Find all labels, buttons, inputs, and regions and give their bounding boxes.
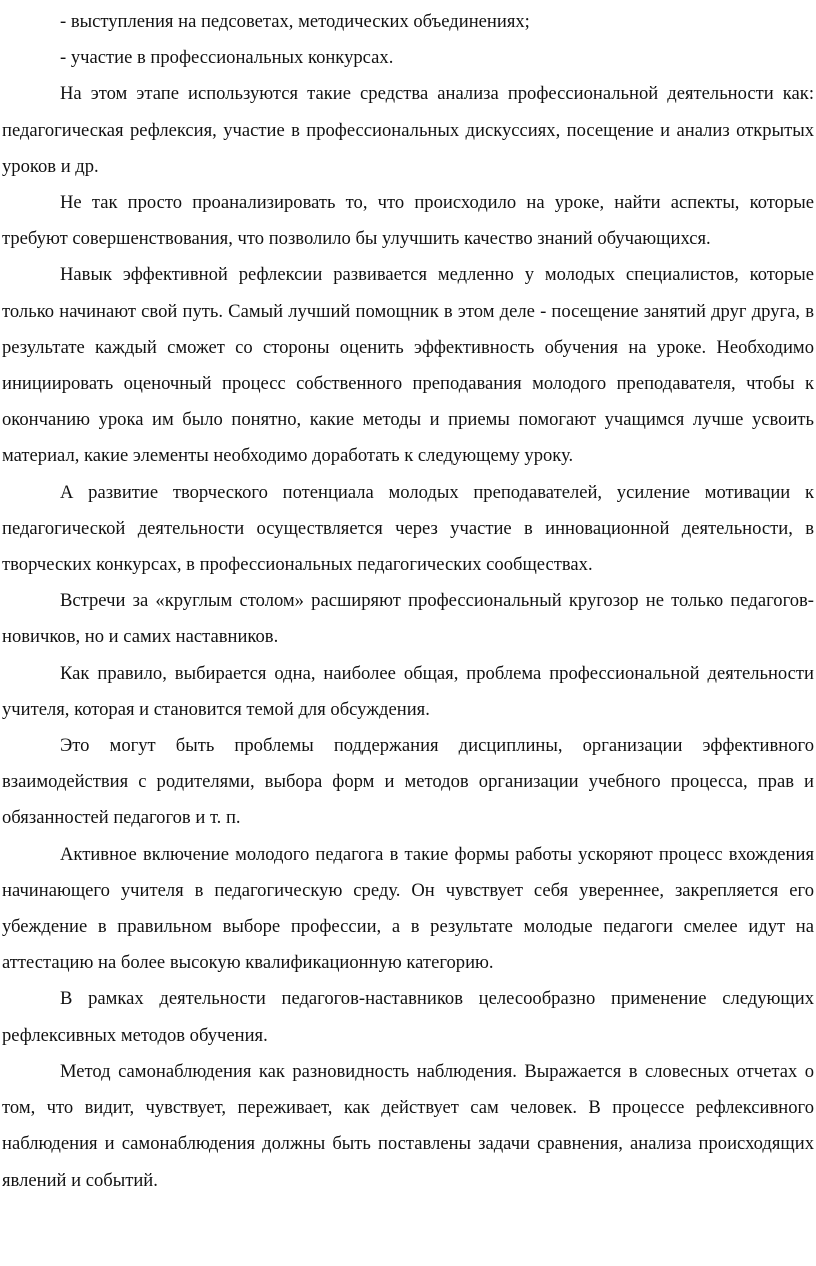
paragraph-round-table: Встречи за «круглым столом» расширяют профессиональный кругозор не только педагогов-новичков, но и самих наставников. — [2, 590, 814, 648]
paragraph-list-item-contests: - участие в профессиональных конкурсах. — [60, 47, 394, 69]
paragraph-list-item-speeches: - выступления на педсоветах, методических объединениях; — [60, 11, 530, 32]
paragraph-creative-potential: А развитие творческого потенциала молодых преподавателей, усиление мотивации к педагогической деятельности осуществляется через участие в инновационной деятельности, в творческих конкурсах, в профессиональных педагогических сообществах. — [2, 481, 814, 576]
paragraph-reflexive-methods-intro: В рамках деятельности педагогов-наставников целесообразно применение следующих рефлексивных методов обучения. — [2, 988, 814, 1046]
paragraph-analysis-tools: На этом этапе используются такие средства анализа профессиональной деятельности как: педагогическая рефлексия, участие в профессиональных дискуссиях, посещение и анализ открытых уроков и др. — [2, 83, 814, 177]
paragraph-active-inclusion: Активное включение молодого педагога в такие формы работы ускоряют процесс вхождения начинающего учителя в педагогическую среду. Он чувствует себя увереннее, закрепляется его убеждение в правильном выборе профессии, а в результате молодые педагоги смелее идут на аттестацию на более высокую квалификационную категорию. — [2, 843, 814, 974]
paragraph-self-observation-method: Метод самонаблюдения как разновидность наблюдения. Выражается в словесных отчетах о том, что видит, чувствует, переживает, как действует сам человек. В процессе рефлексивного наблюдения и самонаблюдения должны быть поставлены задачи сравнения, анализа происходящих явлений и событий. — [2, 1060, 814, 1191]
paragraph-discussion-topic: Как правило, выбирается одна, наиболее общая, проблема профессиональной деятельности учителя, которая и становится темой для обсуждения. — [2, 662, 814, 720]
paragraph-reflection-skill: Навык эффективной рефлексии развивается медленно у молодых специалистов, которые только начинают свой путь. Самый лучший помощник в этом деле - посещение занятий друг друга, в результате каждый сможет со стороны оценить эффективность обучения на уроке. Необходимо инициировать оценочный процесс собственного преподавания молодого преподавателя, чтобы к окончанию урока им было понятно, какие методы и приемы помогают учащимся лучше усвоить материал, какие элементы необходимо доработать к следующему уроку. — [2, 264, 814, 467]
paragraph-lesson-analysis: Не так просто проанализировать то, что происходило на уроке, найти аспекты, которые требуют совершенствования, что позволило бы улучшить качество знаний обучающихся. — [2, 192, 814, 250]
paragraph-problem-examples: Это могут быть проблемы поддержания дисциплины, организации эффективного взаимодействия с родителями, выбора форм и методов организации учебного процесса, прав и обязанностей педагогов и т. п. — [2, 735, 814, 829]
